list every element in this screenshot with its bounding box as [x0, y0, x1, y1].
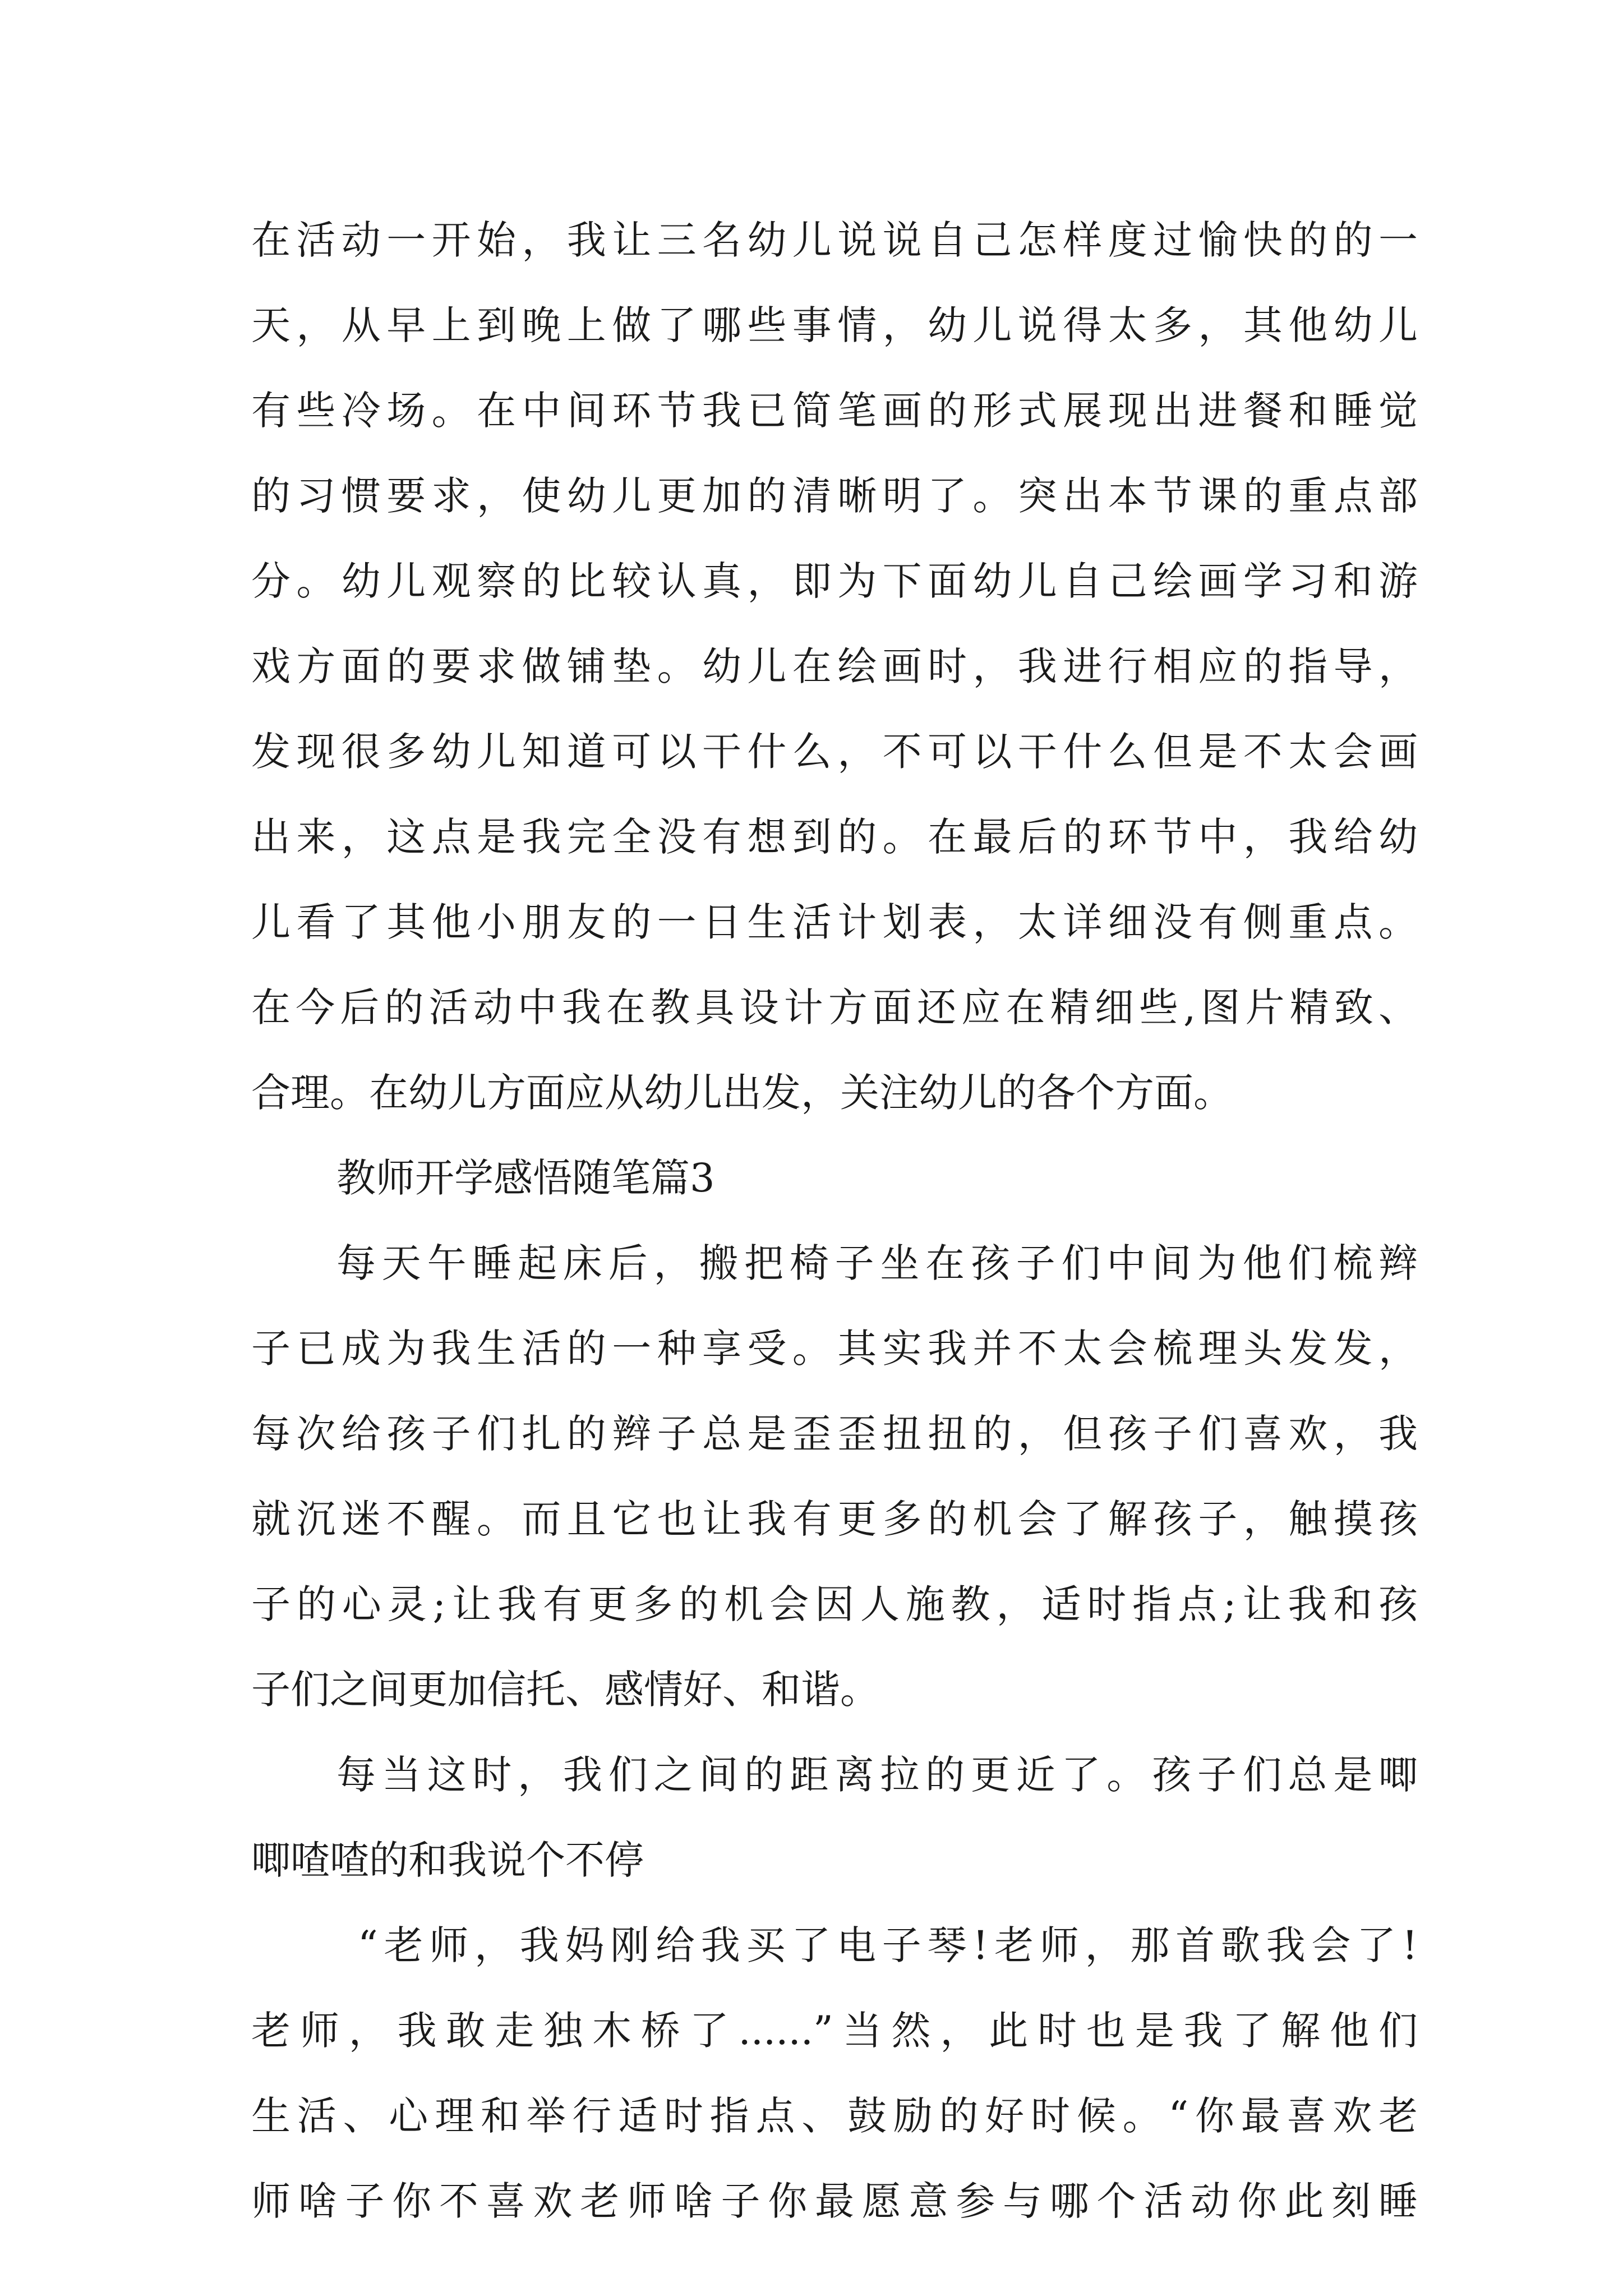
text-line: 在活动一开始，我让三名幼儿说说自己怎样度过愉快的的一 — [251, 217, 1418, 263]
text-line: 有些冷场。在中间环节我已简笔画的形式展现出进餐和睡觉 — [251, 388, 1418, 434]
text-line: 老师，我敢走独木桥了......”当然，此时也是我了解他们 — [251, 2008, 1418, 2054]
text-line: 每当这时，我们之间的距离拉的更近了。孩子们总是唧 — [336, 1752, 1418, 1798]
text-line: 子们之间更加信托、感情好、和谐。 — [251, 1667, 879, 1713]
text-line: 天，从早上到晚上做了哪些事情，幼儿说得太多，其他幼儿 — [251, 302, 1418, 348]
text-line: 合理。在幼儿方面应从幼儿出发，关注幼儿的各个方面。 — [251, 1070, 1233, 1116]
text-line: 的习惯要求，使幼儿更加的清晰明了。突出本节课的重点部 — [251, 473, 1418, 519]
text-line: 每次给孩子们扎的辫子总是歪歪扭扭的，但孩子们喜欢，我 — [251, 1411, 1418, 1457]
text-line: 师啥子你不喜欢老师啥子你最愿意参与哪个活动你此刻睡 — [251, 2178, 1418, 2224]
text-line: 发现很多幼儿知道可以干什么，不可以干什么但是不太会画 — [251, 729, 1418, 775]
text-line: 戏方面的要求做铺垫。幼儿在绘画时，我进行相应的指导， — [251, 643, 1418, 689]
text-line: 生活、心理和举行适时指点、鼓励的好时候。“你最喜欢老 — [251, 2093, 1418, 2139]
text-line: 出来，这点是我完全没有想到的。在最后的环节中，我给幼 — [251, 814, 1418, 860]
text-line: 分。幼儿观察的比较认真，即为下面幼儿自己绘画学习和游 — [251, 558, 1418, 604]
section-heading: 教师开学感悟随笔篇3 — [336, 1155, 715, 1201]
text-line: 子的心灵;让我有更多的机会因人施教，适时指点;让我和孩 — [251, 1581, 1418, 1627]
text-line: 儿看了其他小朋友的一日生活计划表，太详细没有侧重点。 — [251, 899, 1418, 945]
document-body — [251, 197, 1418, 2244]
text-line: 在今后的活动中我在教具设计方面还应在精细些,图片精致、 — [251, 984, 1418, 1030]
text-line: 子已成为我生活的一种享受。其实我并不太会梳理头发发， — [251, 1326, 1418, 1372]
text-line: 就沉迷不醒。而且它也让我有更多的机会了解孩子，触摸孩 — [251, 1496, 1418, 1542]
text-line: “老师，我妈刚给我买了电子琴!老师，那首歌我会了! — [358, 1922, 1418, 1968]
text-line: 唧喳喳的和我说个不停 — [251, 1837, 644, 1883]
text-line: 每天午睡起床后，搬把椅子坐在孩子们中间为他们梳辫 — [336, 1240, 1418, 1286]
